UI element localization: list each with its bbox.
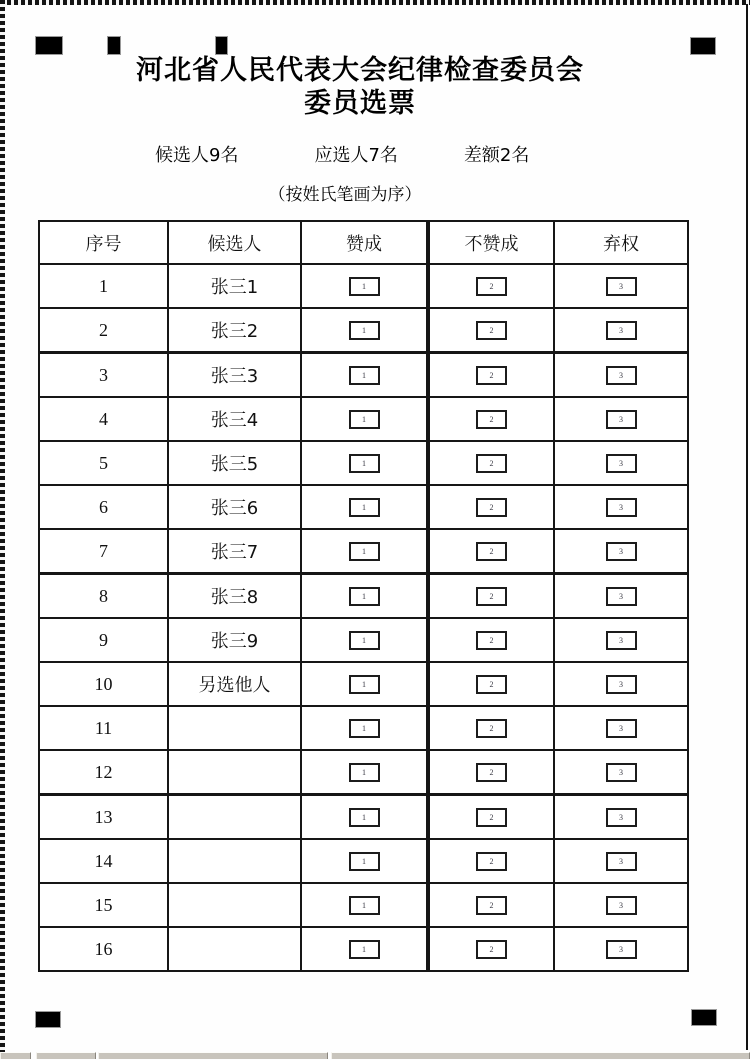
status-bar-segment [331, 1052, 750, 1059]
oppose-cell [428, 397, 554, 441]
approve-mark-box[interactable]: 1 [349, 675, 380, 694]
abstain-mark-box[interactable]: 3 [606, 454, 637, 473]
status-bar-segment [98, 1052, 328, 1059]
row-number-cell: 4 [39, 397, 168, 441]
approve-mark-box[interactable]: 1 [349, 763, 380, 782]
approve-cell [301, 618, 428, 662]
abstain-cell [554, 308, 688, 353]
ballot-row [39, 618, 688, 662]
candidate-cell [168, 839, 301, 883]
oppose-cell [428, 441, 554, 485]
approve-cell [301, 353, 428, 398]
approve-mark-box[interactable]: 1 [349, 498, 380, 517]
candidate-cell [168, 795, 301, 840]
approve-mark-box[interactable]: 1 [349, 719, 380, 738]
selection-dashed-edge-left [0, 0, 5, 1052]
oppose-mark-box[interactable]: 2 [476, 410, 507, 429]
oppose-cell [428, 618, 554, 662]
abstain-mark-box[interactable]: 3 [606, 321, 637, 340]
header-abstain: 弃权 [554, 221, 688, 264]
row-number-cell: 2 [39, 308, 168, 353]
abstain-cell [554, 485, 688, 529]
registration-mark [216, 37, 227, 54]
abstain-cell [554, 883, 688, 927]
ballot-header-row [39, 221, 688, 264]
oppose-cell [428, 795, 554, 840]
candidate-cell: 张三9 [168, 618, 301, 662]
header-approve: 赞成 [301, 221, 428, 264]
ballot-row [39, 839, 688, 883]
approve-cell [301, 883, 428, 927]
row-number-cell: 5 [39, 441, 168, 485]
oppose-cell [428, 750, 554, 795]
header-serial-number: 序号 [39, 221, 168, 264]
ballot-row [39, 264, 688, 308]
ballot-row [39, 795, 688, 840]
approve-mark-box[interactable]: 1 [349, 631, 380, 650]
row-number-cell: 16 [39, 927, 168, 971]
oppose-mark-box[interactable]: 2 [476, 808, 507, 827]
candidate-cell: 张三8 [168, 574, 301, 619]
abstain-mark-box[interactable]: 3 [606, 719, 637, 738]
abstain-mark-box[interactable]: 3 [606, 763, 637, 782]
candidate-cell: 另选他人 [168, 662, 301, 706]
approve-cell [301, 574, 428, 619]
row-number-cell: 7 [39, 529, 168, 574]
oppose-mark-box[interactable]: 2 [476, 675, 507, 694]
oppose-cell [428, 883, 554, 927]
abstain-cell [554, 750, 688, 795]
oppose-mark-box[interactable]: 2 [476, 631, 507, 650]
page-right-border [746, 4, 748, 1050]
ballot-row [39, 927, 688, 971]
row-number-cell: 13 [39, 795, 168, 840]
oppose-mark-box[interactable]: 2 [476, 498, 507, 517]
approve-mark-box[interactable]: 1 [349, 587, 380, 606]
approve-cell [301, 397, 428, 441]
abstain-cell [554, 662, 688, 706]
candidate-cell: 张三5 [168, 441, 301, 485]
approve-mark-box[interactable]: 1 [349, 542, 380, 561]
registration-mark [36, 37, 62, 54]
candidate-cell: 张三1 [168, 264, 301, 308]
ballot-row [39, 750, 688, 795]
ballot-row [39, 662, 688, 706]
abstain-mark-box[interactable]: 3 [606, 587, 637, 606]
oppose-cell [428, 706, 554, 750]
approve-mark-box[interactable]: 1 [349, 940, 380, 959]
abstain-cell [554, 574, 688, 619]
abstain-mark-box[interactable]: 3 [606, 631, 637, 650]
registration-mark [691, 38, 715, 54]
ballot-info-row [155, 141, 529, 167]
ballot-row [39, 574, 688, 619]
abstain-mark-box[interactable]: 3 [606, 940, 637, 959]
approve-mark-box[interactable]: 1 [349, 454, 380, 473]
candidate-cell [168, 706, 301, 750]
oppose-mark-box[interactable]: 2 [476, 719, 507, 738]
oppose-cell [428, 574, 554, 619]
ballot-row [39, 441, 688, 485]
approve-cell [301, 750, 428, 795]
approve-cell [301, 308, 428, 353]
abstain-mark-box[interactable]: 3 [606, 852, 637, 871]
abstain-cell [554, 397, 688, 441]
candidate-cell: 张三7 [168, 529, 301, 574]
header-candidate: 候选人 [168, 221, 301, 264]
oppose-mark-box[interactable]: 2 [476, 852, 507, 871]
approve-cell [301, 706, 428, 750]
abstain-cell [554, 706, 688, 750]
ballot-table [38, 220, 689, 972]
approve-mark-box[interactable]: 1 [349, 896, 380, 915]
oppose-cell [428, 927, 554, 971]
row-number-cell: 1 [39, 264, 168, 308]
abstain-mark-box[interactable]: 3 [606, 542, 637, 561]
ballot-row [39, 883, 688, 927]
status-bar-segment [36, 1052, 96, 1059]
ballot-row [39, 397, 688, 441]
oppose-mark-box[interactable]: 2 [476, 321, 507, 340]
abstain-mark-box[interactable]: 3 [606, 675, 637, 694]
row-number-cell: 8 [39, 574, 168, 619]
candidate-cell: 张三2 [168, 308, 301, 353]
registration-mark [36, 1012, 60, 1027]
header-oppose: 不赞成 [428, 221, 554, 264]
abstain-mark-box[interactable]: 3 [606, 498, 637, 517]
abstain-mark-box[interactable]: 3 [606, 277, 637, 296]
ballot-title [10, 54, 710, 120]
row-number-cell: 14 [39, 839, 168, 883]
abstain-cell [554, 839, 688, 883]
oppose-cell [428, 662, 554, 706]
approve-cell [301, 662, 428, 706]
approve-mark-box[interactable]: 1 [349, 410, 380, 429]
margin-count-label: 差额2名 [463, 145, 530, 166]
abstain-cell [554, 264, 688, 308]
approve-cell [301, 839, 428, 883]
oppose-cell [428, 529, 554, 574]
row-number-cell: 3 [39, 353, 168, 398]
oppose-mark-box[interactable]: 2 [476, 366, 507, 385]
approve-mark-box[interactable]: 1 [349, 321, 380, 340]
status-bar-segment [0, 1052, 31, 1059]
approve-cell [301, 795, 428, 840]
oppose-mark-box[interactable]: 2 [476, 542, 507, 561]
row-number-cell: 10 [39, 662, 168, 706]
candidate-cell: 张三3 [168, 353, 301, 398]
row-number-cell: 9 [39, 618, 168, 662]
row-number-cell: 11 [39, 706, 168, 750]
ballot-row [39, 706, 688, 750]
oppose-mark-box[interactable]: 2 [476, 587, 507, 606]
row-number-cell: 15 [39, 883, 168, 927]
candidate-count-label: 候选人9名 [155, 145, 239, 166]
ballot-row [39, 353, 688, 398]
candidate-cell [168, 750, 301, 795]
ballot-title-line2: 委员选票 [304, 88, 416, 119]
approve-cell [301, 927, 428, 971]
ballot-title-line1: 河北省人民代表大会纪律检查委员会 [136, 55, 584, 86]
abstain-cell [554, 353, 688, 398]
oppose-cell [428, 308, 554, 353]
ballot-row [39, 529, 688, 574]
abstain-cell [554, 441, 688, 485]
oppose-mark-box[interactable]: 2 [476, 763, 507, 782]
selection-dashed-edge-top [0, 0, 750, 5]
ballot-row [39, 308, 688, 353]
abstain-mark-box[interactable]: 3 [606, 896, 637, 915]
row-number-cell: 12 [39, 750, 168, 795]
candidate-cell [168, 927, 301, 971]
abstain-cell [554, 927, 688, 971]
abstain-mark-box[interactable]: 3 [606, 410, 637, 429]
oppose-cell [428, 264, 554, 308]
registration-mark [692, 1010, 716, 1025]
oppose-mark-box[interactable]: 2 [476, 896, 507, 915]
oppose-mark-box[interactable]: 2 [476, 940, 507, 959]
oppose-cell [428, 353, 554, 398]
oppose-mark-box[interactable]: 2 [476, 454, 507, 473]
candidate-cell [168, 883, 301, 927]
approve-mark-box[interactable]: 1 [349, 366, 380, 385]
abstain-mark-box[interactable]: 3 [606, 366, 637, 385]
oppose-cell [428, 839, 554, 883]
abstain-mark-box[interactable]: 3 [606, 808, 637, 827]
candidate-cell: 张三4 [168, 397, 301, 441]
oppose-cell [428, 485, 554, 529]
abstain-cell [554, 795, 688, 840]
approve-mark-box[interactable]: 1 [349, 808, 380, 827]
approve-cell [301, 485, 428, 529]
ballot-row [39, 485, 688, 529]
approve-cell [301, 529, 428, 574]
approve-mark-box[interactable]: 1 [349, 277, 380, 296]
ordering-note: （按姓氏笔画为序） [268, 185, 422, 205]
oppose-mark-box[interactable]: 2 [476, 277, 507, 296]
candidate-cell: 张三6 [168, 485, 301, 529]
seat-count-label: 应选人7名 [314, 145, 398, 166]
abstain-cell [554, 529, 688, 574]
approve-mark-box[interactable]: 1 [349, 852, 380, 871]
abstain-cell [554, 618, 688, 662]
row-number-cell: 6 [39, 485, 168, 529]
status-bar [0, 1052, 750, 1060]
approve-cell [301, 441, 428, 485]
approve-cell [301, 264, 428, 308]
registration-mark [108, 37, 120, 54]
